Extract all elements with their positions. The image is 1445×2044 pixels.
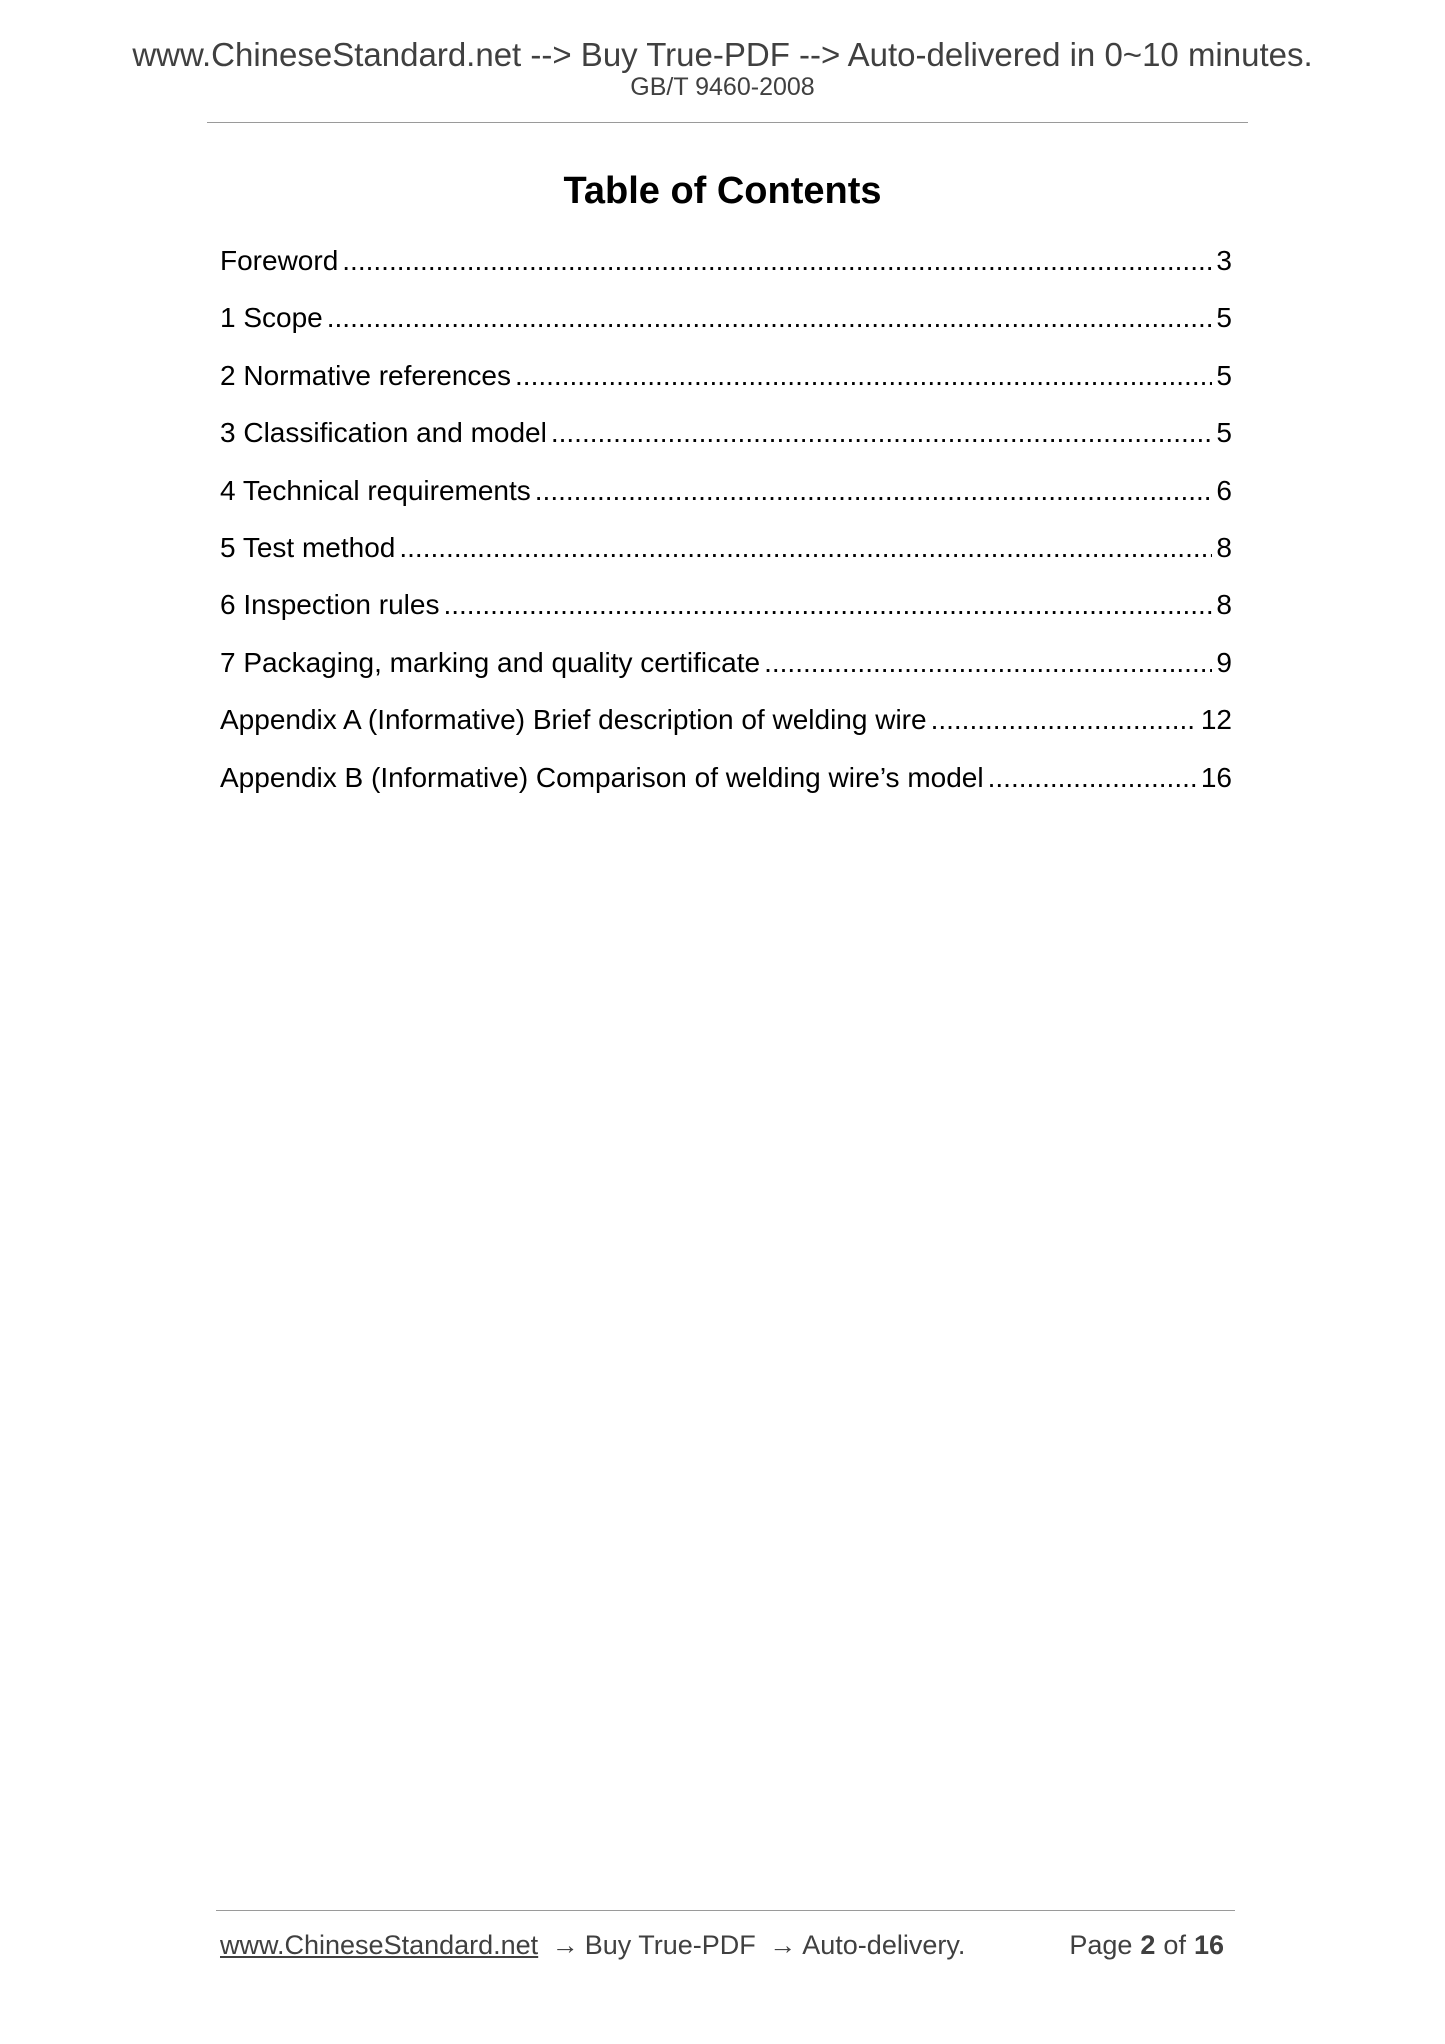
toc-entry-page: 9 — [1216, 646, 1232, 678]
toc-leader-dots — [443, 587, 1212, 623]
toc-entry-page: 16 — [1200, 761, 1232, 793]
page-total: 16 — [1193, 1930, 1224, 1960]
toc-entry-label: 5 Test method — [220, 531, 396, 563]
toc-entry-packaging-marking[interactable] — [220, 645, 1232, 702]
of-word: of — [1163, 1930, 1186, 1960]
toc-entry-inspection-rules[interactable] — [220, 587, 1232, 644]
arrow-right-icon: → — [551, 1930, 579, 1960]
toc-list — [220, 243, 1232, 817]
footer-buy-text: Buy True-PDF — [584, 1930, 756, 1960]
toc-entry-page: 6 — [1216, 474, 1232, 506]
toc-entry-foreword[interactable] — [220, 243, 1232, 300]
toc-leader-dots — [342, 243, 1212, 279]
toc-entry-appendix-a[interactable] — [220, 702, 1232, 759]
header-divider — [207, 122, 1248, 123]
page-current: 2 — [1140, 1930, 1156, 1960]
top-banner: www.ChineseStandard.net --> Buy True-PDF --> Auto-delivered in 0~10 minutes. — [132, 36, 1313, 73]
toc-entry-label: 7 Packaging, marking and quality certificate — [220, 646, 761, 678]
toc-entry-scope[interactable] — [220, 300, 1232, 357]
toc-entry-label: Appendix A (Informative) Brief description of welding wire — [220, 704, 927, 736]
footer-divider — [216, 1910, 1235, 1911]
page-footer — [220, 1932, 1232, 1959]
toc-entry-label: 4 Technical requirements — [220, 474, 531, 506]
footer-delivery-text: Auto-delivery. — [802, 1930, 966, 1960]
toc-entry-normative-references[interactable] — [220, 358, 1232, 415]
toc-leader-dots — [931, 702, 1197, 738]
toc-leader-dots — [988, 760, 1197, 796]
toc-entry-label: 1 Scope — [220, 302, 323, 334]
toc-entry-label: 3 Classification and model — [220, 417, 547, 449]
page-indicator — [1069, 1932, 1232, 1959]
toc-leader-dots — [399, 530, 1212, 566]
toc-leader-dots — [551, 415, 1213, 451]
toc-entry-appendix-b[interactable] — [220, 760, 1232, 817]
toc-entry-label: 6 Inspection rules — [220, 589, 440, 621]
toc-leader-dots — [515, 358, 1212, 394]
toc-leader-dots — [327, 300, 1213, 336]
toc-entry-page: 12 — [1200, 704, 1232, 736]
toc-entry-page: 8 — [1216, 589, 1232, 621]
toc-entry-page: 5 — [1216, 302, 1232, 334]
toc-entry-label: Appendix B (Informative) Comparison of welding wire’s model — [220, 761, 984, 793]
arrow-right-icon: → — [769, 1930, 797, 1960]
document-code: GB/T 9460-2008 — [630, 73, 815, 101]
toc-entry-page: 5 — [1216, 359, 1232, 391]
page-word: Page — [1069, 1930, 1133, 1960]
toc-leader-dots — [535, 473, 1213, 509]
toc-entry-classification-and-model[interactable] — [220, 415, 1232, 472]
toc-entry-label: 2 Normative references — [220, 359, 512, 391]
toc-entry-page: 5 — [1216, 417, 1232, 449]
toc-entry-label: Foreword — [220, 245, 339, 276]
toc-title: Table of Contents — [563, 170, 882, 212]
toc-entry-test-method[interactable] — [220, 530, 1232, 587]
toc-leader-dots — [764, 645, 1212, 681]
toc-entry-page: 8 — [1216, 531, 1232, 563]
toc-entry-page: 3 — [1216, 245, 1232, 276]
toc-entry-technical-requirements[interactable] — [220, 473, 1232, 530]
footer-site-link[interactable]: www.ChineseStandard.net — [220, 1930, 539, 1960]
